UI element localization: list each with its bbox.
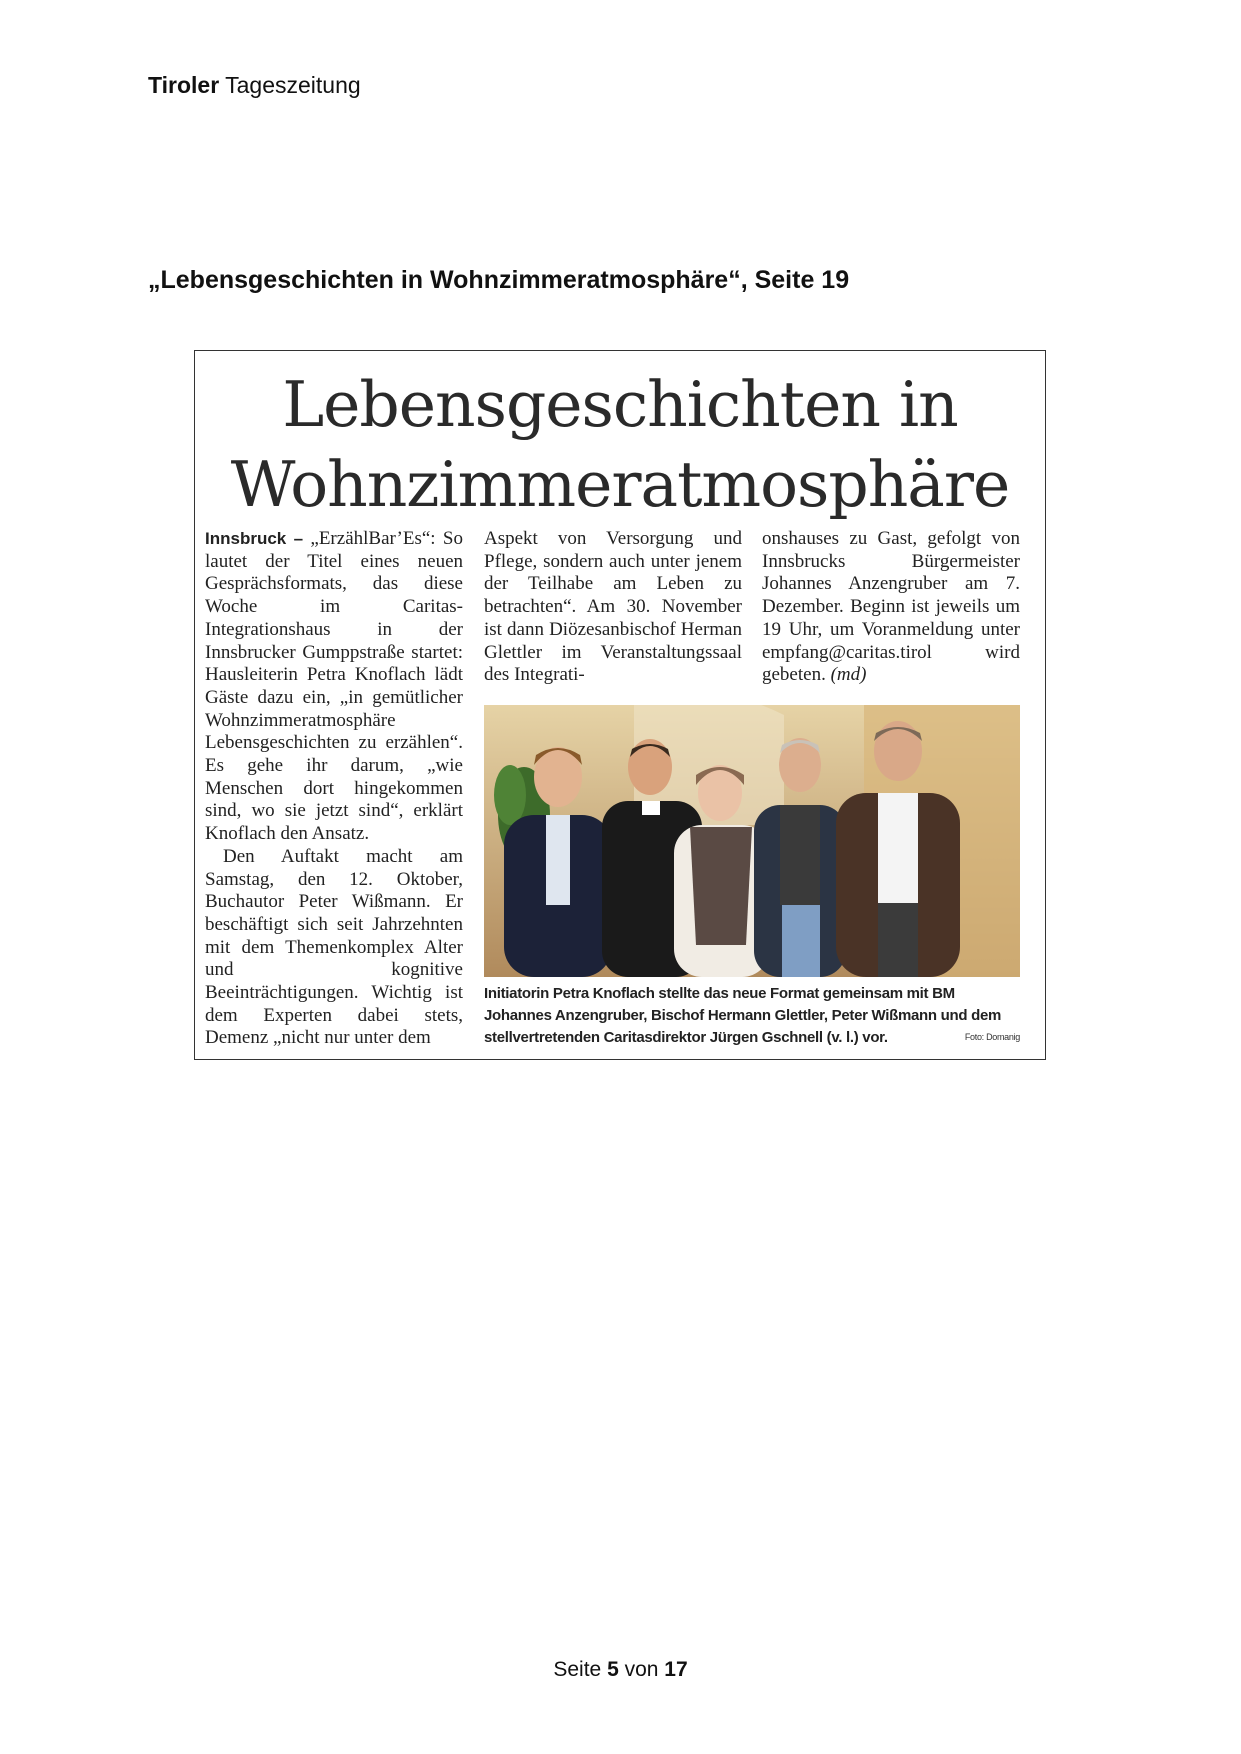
masthead-regular: Tageszeitung bbox=[225, 72, 361, 98]
footer-middle: von bbox=[624, 1658, 659, 1681]
headline-line-2: Wohnzimmeratmosphäre bbox=[230, 448, 1010, 521]
article-column-2 bbox=[484, 528, 742, 687]
article-column-1 bbox=[205, 528, 463, 1050]
photo-caption bbox=[484, 983, 1020, 1049]
headline-line-1: Lebensgeschichten in bbox=[282, 368, 958, 441]
clip-heading: „Lebensgeschichten in Wohnzimmeratmosphäre“, Seite 19 bbox=[148, 266, 850, 294]
article-photo bbox=[484, 705, 1020, 977]
column-2-text: Aspekt von Versorgung und Pflege, sondern auch unter jenem der Teilhabe am Leben zu betrachten“. Am 30. November ist dann Diözesanbischof Herman Glettler im Veranstaltungssaal des Integrati- bbox=[484, 528, 742, 686]
author-initials: (md) bbox=[830, 664, 867, 686]
footer-prefix: Seite bbox=[553, 1658, 602, 1681]
dateline: Innsbruck – bbox=[205, 529, 304, 548]
footer-page-number: 5 bbox=[607, 1658, 619, 1681]
footer-total-pages: 17 bbox=[664, 1658, 688, 1681]
article-headline bbox=[195, 365, 1045, 525]
caption-text: Initiatorin Petra Knoflach stellte das neue Format gemeinsam mit BM Johannes Anzengruber, Bischof Hermann Glettler, Peter Wißmann und dem stellvertretenden Caritasdirektor Jürgen Gschnell (v. l.) vor. bbox=[484, 985, 1002, 1046]
photo-credit: Foto: Domanig bbox=[964, 1032, 1020, 1042]
article-column-3 bbox=[762, 528, 1020, 687]
newspaper-masthead bbox=[148, 72, 361, 99]
group-photo-illustration bbox=[484, 705, 1020, 977]
newspaper-clipping bbox=[194, 350, 1046, 1060]
column-3-text: onshauses zu Gast, gefolgt von Innsbrucks Bürgermeister Johannes Anzengruber am 7. Dezember. Beginn ist jeweils um 19 Uhr, um Voranmeldung unter empfang@caritas.tirol wird gebeten. bbox=[762, 528, 1020, 686]
column-1-paragraph-2: Den Auftakt macht am Samstag, den 12. Oktober, Buchautor Peter Wißmann. Er beschäftigt sich seit Jahrzehnten mit dem Themenkomplex Alter und kognitive Beeinträchtigungen. Wichtig ist dem Experten dabei stets, Demenz „nicht nur unter dem bbox=[205, 845, 463, 1049]
page-footer bbox=[0, 1658, 1241, 1682]
masthead-bold: Tiroler bbox=[148, 72, 220, 98]
column-1-paragraph-1: „ErzählBar’Es“: So lautet der Titel eines neuen Gesprächsformats, das diese Woche im Caritas-Integrationshaus in der Innsbrucker Gumppstraße startet: Hausleiterin Petra Knoflach lädt Gäste dazu ein, „in gemütlicher Wohnzimmeratmosphäre Lebensgeschichten zu erzählen“. Es gehe ihr darum, „wie Menschen dort hingekommen sind, wo sie jetzt sind“, erklärt Knoflach den Ansatz. bbox=[205, 528, 464, 845]
